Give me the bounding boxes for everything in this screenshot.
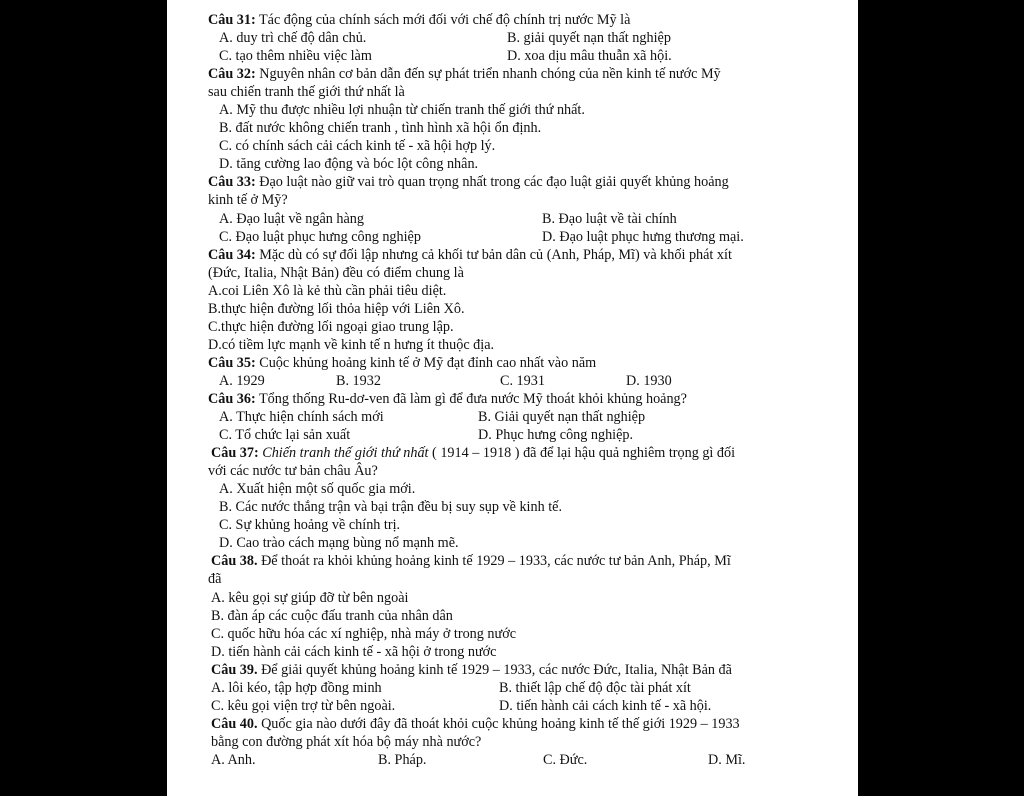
question-text-cont: (Đức, Italia, Nhật Bản) đều có điểm chung là [208,264,464,281]
option-b: B. đàn áp các cuộc đấu tranh của nhân dân [211,607,453,624]
option-c: C. Sự khủng hoảng về chính trị. [219,517,401,534]
question-label: Câu 38. [211,553,258,570]
option-c: C. kêu gọi viện trợ từ bên ngoài. [211,697,396,714]
option-b: B. đất nước không chiến tranh , tình hình xã hội ổn định. [219,120,542,137]
question-label: Câu 32: [208,66,256,83]
option-b: B. Pháp. [378,751,427,768]
option-a: A. 1929 [219,372,265,389]
option-d: D. tăng cường lao động và bóc lột công nhân. [219,156,479,173]
question-text: Đạo luật nào giữ vai trò quan trọng nhất trong các đạo luật giải quyết khủng hoảng [255,174,729,191]
option-c: C. Đức. [543,751,588,768]
option-a: A. lôi kéo, tập hợp đồng minh [211,679,382,696]
question-text: ( 1914 – 1918 ) đã để lại hậu quả nghiêm trọng gì đối [428,445,736,462]
option-a: A. Xuất hiện một số quốc gia mới. [219,481,416,498]
options-row [208,372,826,390]
option-b: B. giải quyết nạn thất nghiệp [507,30,671,47]
question-label: Câu 34: [208,246,256,263]
question-text: Để giải quyết khủng hoảng kinh tế 1929 – 1933, các nước Đức, Italia, Nhật Bản đã [257,661,732,678]
option-d: D.có tiềm lực mạnh về kinh tế n hưng ít thuộc địa. [208,336,495,353]
question-text-cont: kinh tế ở Mỹ? [208,192,288,209]
question-40 [208,715,826,733]
option-c: C. Đạo luật phục hưng công nghiệp [219,228,421,245]
option-b: B. thiết lập chế độ độc tài phát xít [499,679,691,696]
question-label: Câu 36: [208,390,256,407]
option-d: D. 1930 [626,372,672,389]
options-row [208,228,826,246]
question-text-italic: Chiến tranh thế giới thứ nhất [258,445,429,462]
question-text: Tổng thống Ru-dơ-ven đã làm gì để đưa nước Mỹ thoát khỏi khủng hoảng? [255,390,687,407]
question-label: Câu 33: [208,174,256,191]
option-c: C. 1931 [500,372,545,389]
option-c: C. có chính sách cải cách kinh tế - xã hội hợp lý. [219,138,496,155]
question-37 [208,444,826,462]
question-text-cont: sau chiến tranh thế giới thứ nhất là [208,84,405,101]
question-33 [208,173,826,191]
option-a: A. Đạo luật về ngân hàng [219,210,364,227]
option-d: D. Đạo luật phục hưng thương mại. [542,228,744,245]
question-text-cont: đã [208,571,222,588]
option-d: D. tiến hành cải cách kinh tế - xã hội. [499,697,712,714]
question-text: Cuộc khủng hoảng kinh tế ở Mỹ đạt đỉnh cao nhất vào năm [255,354,597,371]
options-row [208,47,826,65]
question-31 [208,11,826,29]
question-39 [208,661,826,679]
question-text-cont: với các nước tư bản châu Âu? [208,463,378,480]
question-text: Nguyên nhân cơ bản dẫn đến sự phát triển nhanh chóng của nền kinh tế nước Mỹ [255,66,721,83]
question-label: Câu 31: [208,12,256,28]
option-c: C.thực hiện đường lối ngoại giao trung lập. [208,318,454,335]
question-34 [208,246,826,264]
option-a: A. duy trì chế độ dân chủ. [219,30,367,47]
question-label: Câu 39. [211,661,258,678]
question-label: Câu 35: [208,354,256,371]
option-b: B. Giải quyết nạn thất nghiệp [478,409,646,426]
question-35 [208,354,826,372]
question-label: Câu 40. [211,715,258,732]
document-page [167,0,858,796]
option-d: D. Mĩ. [708,751,746,768]
option-d: D. Cao trào cách mạng bùng nổ mạnh mẽ. [219,535,459,552]
option-d: D. xoa dịu mâu thuẫn xã hội. [507,48,672,65]
option-b: B. Các nước thắng trận và bại trận đều bị suy sụp về kinh tế. [219,499,563,516]
option-b: B.thực hiện đường lối thỏa hiệp với Liên Xô. [208,300,465,317]
option-b: B. Đạo luật về tài chính [542,210,677,227]
option-c: C. Tổ chức lại sản xuất [219,427,351,444]
options-row [208,426,826,444]
question-label: Câu 37: [211,445,259,462]
options-row [208,679,826,697]
question-text-cont: bằng con đường phát xít hóa bộ máy nhà nước? [211,733,482,750]
option-a: A. Thực hiện chính sách mới [219,409,384,426]
options-row [208,210,826,228]
options-row [208,751,826,769]
option-d: D. Phục hưng công nghiệp. [478,427,634,444]
question-32 [208,65,826,83]
question-36 [208,390,826,408]
question-text: Để thoát ra khỏi khủng hoảng kinh tế 1929 – 1933, các nước tư bản Anh, Pháp, Mĩ [257,553,731,570]
option-c: C. quốc hữu hóa các xí nghiệp, nhà máy ở trong nước [211,625,516,642]
option-a: A.coi Liên Xô là kẻ thù cần phải tiêu diệt. [208,282,447,299]
options-row [208,29,826,47]
option-b: B. 1932 [336,372,381,389]
options-row [208,697,826,715]
option-a: A. Anh. [211,751,256,768]
option-a: A. Mỹ thu được nhiều lợi nhuận từ chiến tranh thế giới thứ nhất. [219,102,585,119]
option-c: C. tạo thêm nhiều việc làm [219,48,372,65]
options-row [208,408,826,426]
question-text: Quốc gia nào dưới đây đã thoát khỏi cuộc khủng hoảng kinh tế thế giới 1929 – 1933 [257,715,740,732]
question-38 [208,552,826,570]
question-text: Tác động của chính sách mới đối với chế độ chính trị nước Mỹ là [255,12,631,28]
question-text: Mặc dù có sự đối lập nhưng cả khối tư bản dân củ (Anh, Pháp, Mĩ) và khối phát xít [255,246,732,263]
option-d: D. tiến hành cải cách kinh tế - xã hội ở trong nước [211,643,497,660]
option-a: A. kêu gọi sự giúp đỡ từ bên ngoài [211,589,409,606]
